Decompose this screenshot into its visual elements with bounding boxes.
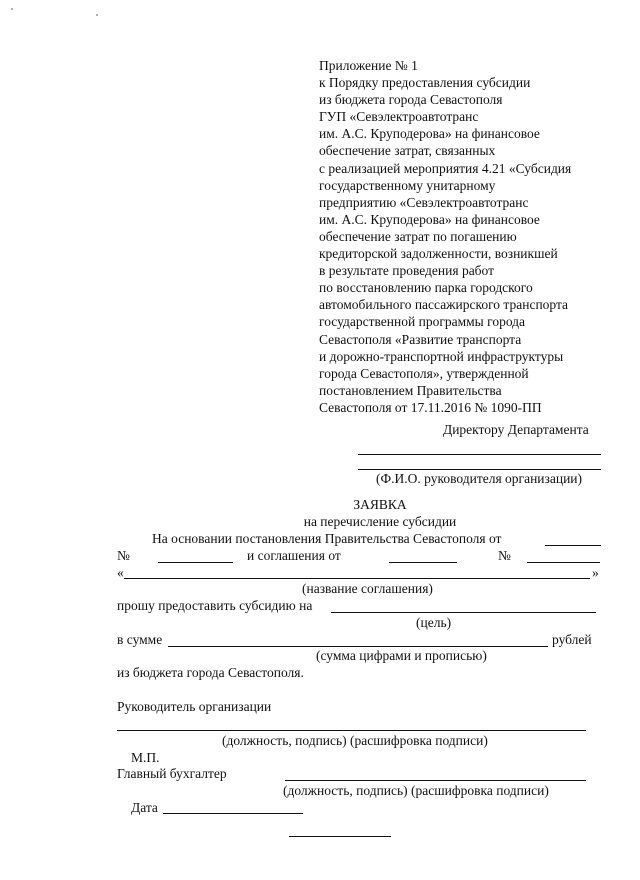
annex-line: обеспечение затрат, связанных [319,143,496,159]
scan-speck [96,14,98,16]
request-text: прошу предоставить субсидию на [117,598,313,613]
accountant-caption: (должность, подпись) (расшифровка подписи) [283,783,549,798]
agreement-caption: (название соглашения) [302,581,433,596]
annex-line: кредиторской задолженности, возникшей [319,246,558,262]
stamp-label: М.П. [131,750,160,765]
annex-line: предприятию «Севэлектроавтотранс [319,194,529,210]
addressee-blank-line [358,454,601,455]
quote-open: « [117,565,124,580]
annex-header [319,57,571,416]
annex-line: с реализацией мероприятия 4.21 «Субсидия [319,160,572,176]
annex-line: города Севастополя», утвержденной [319,365,529,381]
annex-line: обеспечение затрат по погашению [319,228,517,244]
annex-line: в результате проведения работ [319,263,495,279]
sum-currency: рублей [552,632,592,647]
agreement-number-line [527,562,600,563]
annex-line: им. А.С. Круподерова» на финансовое [319,126,540,142]
purpose-line [331,612,596,613]
sum-caption: (сумма цифрами и прописью) [316,648,487,663]
head-signature-line [117,730,586,731]
annex-line: им. А.С. Круподерова» на финансовое [319,211,540,227]
annex-line: и дорожно-транспортной инфраструктуры [319,348,564,364]
sum-label: в сумме [117,632,163,647]
number-sign-2: № [498,548,511,563]
number-sign: № [117,548,130,563]
agreement-text: и соглашения от [247,548,341,563]
scan-speck [11,8,13,10]
agreement-date-line [389,562,457,563]
closing-line [289,836,391,837]
date-label: Дата [131,800,158,815]
annex-line: государственной программы города [319,314,526,330]
purpose-caption: (цель) [416,615,452,630]
annex-line: Севастополя «Развитие транспорта [319,331,522,347]
annex-line: автомобильного пассажирского транспорта [319,297,569,313]
budget-text: из бюджета города Севастополя. [117,665,304,680]
annex-line: из бюджета города Севастополя [319,92,503,108]
annex-line: по восстановлению парка городского [319,280,533,296]
annex-line: Севастополя от 17.11.2016 № 1090-ПП [319,399,542,415]
form-title: ЗАЯВКА [353,497,407,512]
head-caption: (должность, подпись) (расшифровка подписи) [222,733,488,748]
annex-line: Приложение № 1 [319,58,418,73]
agreement-name-line [124,578,590,579]
annex-line: постановлением Правительства [319,382,502,398]
basis-text: На основании постановления Правительства Севастополя от [152,531,502,546]
head-label: Руководитель организации [117,699,272,714]
annex-line: государственному унитарному [319,177,496,193]
addressee-label: Директору Департамента [443,422,589,437]
fio-caption: (Ф.И.О. руководителя организации) [376,471,583,486]
annex-line: к Порядку предоставления субсидии [319,75,531,91]
date-line [163,813,303,814]
accountant-label: Главный бухгалтер [117,766,227,781]
annex-line: ГУП «Севэлектроавтотранс [319,109,479,125]
quote-close: » [592,565,599,580]
decree-number-line [158,562,233,563]
basis-date-line [545,545,601,546]
form-subtitle: на перечисление субсидии [303,514,457,529]
accountant-signature-line [285,780,586,781]
